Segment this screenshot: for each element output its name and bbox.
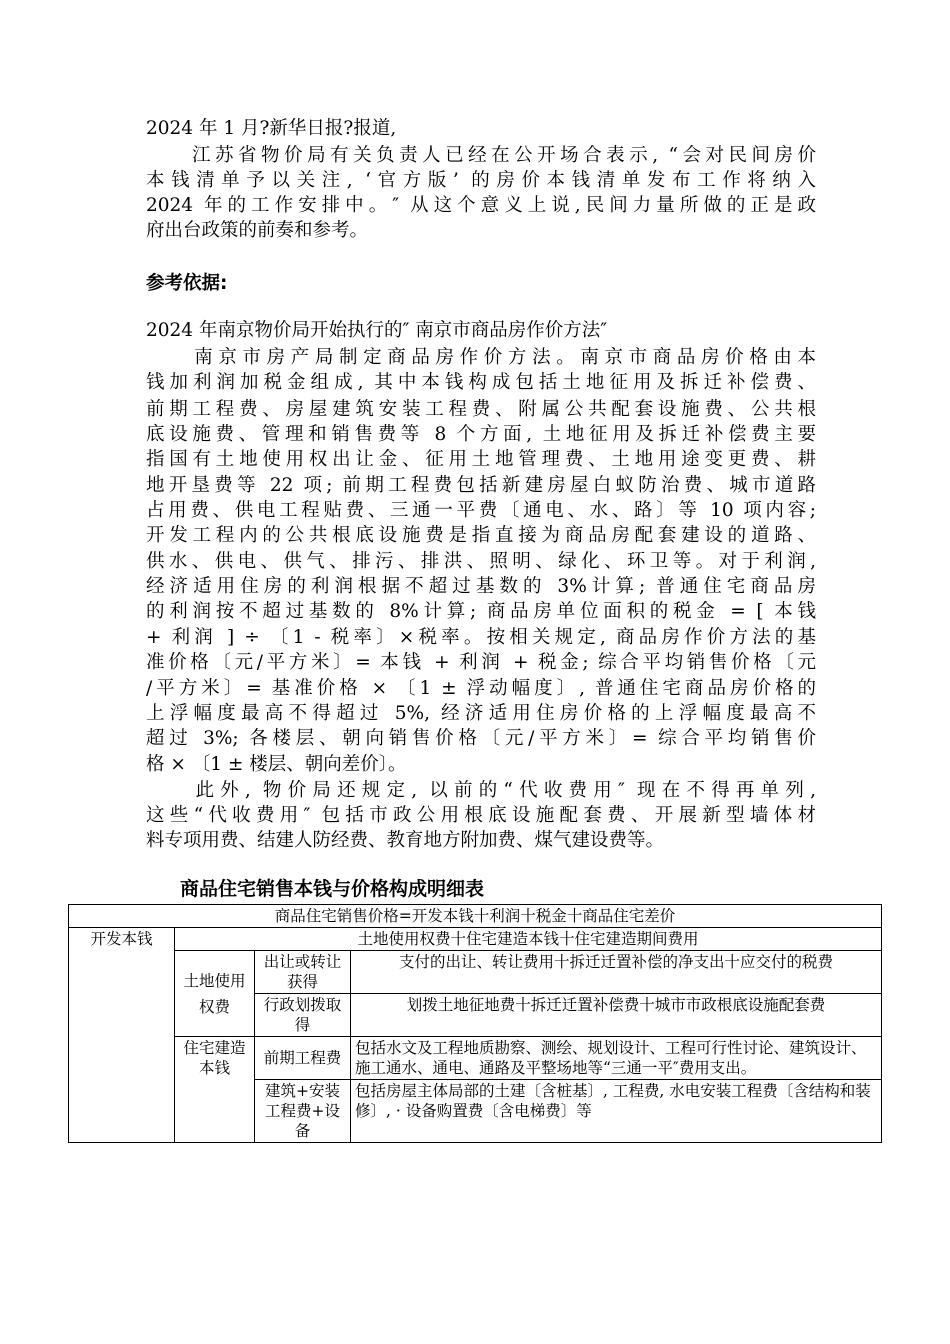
section-heading: 参考依据: bbox=[146, 273, 228, 294]
construction-cost-label-cell: 住宅建造本钱 bbox=[175, 1037, 255, 1143]
paragraph-line: 准价格〔元/平方米〕= 本钱 + 利润 + 税金; 综合平均销售价格〔元 bbox=[146, 652, 816, 673]
paragraph-line: 地开垦费等 22 项; 前期工程费包括新建房屋白蚁防治费、城市道路 bbox=[146, 475, 816, 496]
building-label-cell: 建筑+安装工程费+设备 bbox=[255, 1080, 351, 1143]
land-use-label-cell: 土地使用权费 bbox=[175, 951, 255, 1037]
table-row bbox=[69, 951, 882, 994]
cost-breakdown-table bbox=[68, 904, 882, 1143]
paragraph-line: 钱加利润加税金组成, 其中本钱构成包括土地征用及拆迁补偿费、 bbox=[146, 372, 816, 393]
table-row bbox=[69, 928, 882, 951]
paragraph-line: 超过 3%; 各楼层、朝向销售价格〔元/平方米〕= 综合平均销售价 bbox=[146, 728, 816, 749]
paragraph-line: /平方米〕= 基准价格 × 〔1 ± 浮动幅度〕, 普通住宅商品房价格的 bbox=[146, 678, 816, 699]
paragraph-line: 南京市房产局制定商品房作价方法。南京市商品房价格由本 bbox=[146, 347, 816, 368]
paragraph-line: 这些“代收费用″ 包括市政公用根底设施配套费、开展新型墙体材 bbox=[146, 805, 816, 826]
paragraph-line: 格 × 〔1 ± 楼层、朝向差价〕。 bbox=[146, 754, 407, 775]
paragraph-line: 府出台政策的前奏和参考。 bbox=[146, 220, 369, 241]
paragraph-line: 占用费、供电工程贴费、三通一平费〔通电、水、路〕等 10 项内容; bbox=[146, 500, 816, 521]
paragraph-line: 经济适用住房的利润根据不超过基数的 3%计算; 普通住宅商品房 bbox=[146, 576, 816, 597]
paragraph-line: 此外, 物价局还规定, 以前的“代收费用″ 现在不得再单列, bbox=[146, 780, 816, 801]
paragraph-line: 2024 年南京物价局开始执行的″ 南京市商品房作价方法″ bbox=[146, 320, 608, 341]
paragraph-line: 2024 年的工作安排中。″ 从这个意义上说,民间力量所做的正是政 bbox=[146, 195, 816, 216]
paragraph-line: 开发工程内的公共根底设施费是指直接为商品房配套建设的道路、 bbox=[146, 525, 816, 546]
allocation-label-cell: 行政划拨取得 bbox=[255, 994, 351, 1037]
building-desc-cell: 包括房屋主体局部的土建〔含桩基〕, 工程费, 水电安装工程费〔含结构和装修〕, · 设备购置费〔含电梯费〕等 bbox=[351, 1080, 882, 1143]
preliminary-label-cell: 前期工程费 bbox=[255, 1037, 351, 1080]
dev-cost-formula-cell: 土地使用权费十住宅建造本钱十住宅建造期间费用 bbox=[175, 928, 882, 951]
paragraph-line: + 利润 ] ÷ 〔1 - 税率〕×税率。按相关规定, 商品房作价方法的基 bbox=[146, 627, 816, 648]
transfer-desc-cell: 支付的出让、转让费用十拆迁迁置补偿的净支出十应交付的税费 bbox=[351, 951, 882, 994]
paragraph-line: 本钱清单予以关注, ‘官方版’ 的房价本钱清单发布工作将纳入 bbox=[146, 170, 816, 191]
table-header-cell: 商品住宅销售价格=开发本钱十利润十税金十商品住宅差价 bbox=[69, 905, 882, 928]
table-row bbox=[69, 1037, 882, 1080]
table-row bbox=[69, 905, 882, 928]
transfer-label-cell: 出让或转让获得 bbox=[255, 951, 351, 994]
paragraph-line: 料专项用费、结建人防经费、教育地方附加费、煤气建设费等。 bbox=[146, 830, 665, 851]
allocation-desc-cell: 划拨土地征地费十拆迁迁置补偿费十城市市政根底设施配套费 bbox=[351, 994, 882, 1037]
paragraph-line: 指国有土地使用权出让金、征用土地管理费、土地用途变更费、耕 bbox=[146, 449, 816, 470]
paragraph-line: 前期工程费、房屋建筑安装工程费、附属公共配套设施费、公共根 bbox=[146, 399, 816, 420]
paragraph-line: 的利润按不超过基数的 8%计算; 商品房单位面积的税金 = [ 本钱 bbox=[146, 601, 816, 622]
paragraph-line: 2024 年 1 月?新华日报?报道, bbox=[146, 118, 397, 139]
table-title: 商品住宅销售本钱与价格构成明细表 bbox=[180, 878, 485, 900]
preliminary-desc-cell: 包括水文及工程地质勘察、测绘、规划设计、工程可行性讨论、建筑设计、施工通水、通电、通路及平整场地等“三通一平″费用支出。 bbox=[351, 1037, 882, 1080]
paragraph-line: 底设施费、管理和销售费等 8 个方面, 土地征用及拆迁补偿费主要 bbox=[146, 424, 816, 445]
paragraph-line: 供水、供电、供气、排污、排洪、照明、绿化、环卫等。对于利润, bbox=[146, 551, 816, 572]
paragraph-line: 上浮幅度最高不得超过 5%, 经济适用住房价格的上浮幅度最高不 bbox=[146, 703, 816, 724]
paragraph-line: 江苏省物价局有关负责人已经在公开场合表示, “会对民间房价 bbox=[146, 145, 816, 166]
dev-cost-label-cell: 开发本钱 bbox=[69, 928, 175, 1143]
